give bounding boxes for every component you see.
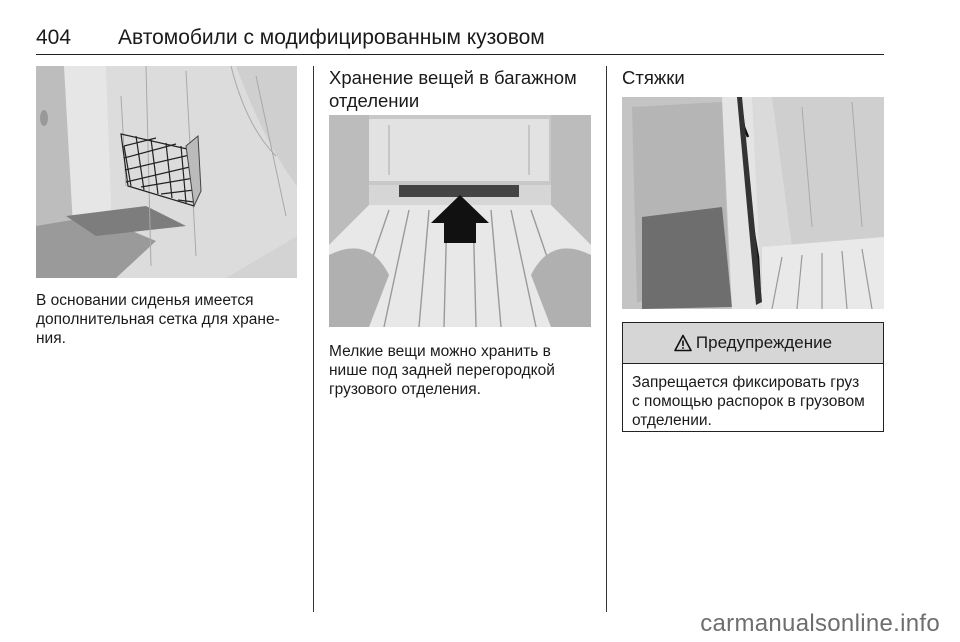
seat-base-storage-net-image bbox=[36, 66, 297, 278]
column-divider-2 bbox=[606, 66, 607, 612]
page-title: Автомобили с модифицированным кузовом bbox=[118, 26, 545, 49]
cargo-storage-heading: Хранение вещей в багажном отделении bbox=[329, 67, 577, 111]
warning-triangle-icon bbox=[674, 334, 692, 352]
warning-header bbox=[623, 323, 883, 364]
column-divider-1 bbox=[313, 66, 314, 612]
seat-net-paragraph: В основании сиденья имеется дополнительная сетка для хране- ния. bbox=[36, 292, 280, 347]
watermark: carmanualsonline.info bbox=[700, 610, 940, 637]
cargo-niche-paragraph: Мелкие вещи можно хранить в нише под задней перегородкой грузового отделения. bbox=[329, 343, 555, 398]
page-header bbox=[36, 24, 884, 55]
tie-rods-heading: Стяжки bbox=[622, 67, 685, 88]
cargo-floor-niche-image bbox=[329, 115, 591, 327]
cargo-tie-rods-image bbox=[622, 97, 884, 309]
warning-title: Предупреждение bbox=[695, 333, 833, 352]
warning-text: Запрещается фиксировать груз с помощью распорок в грузовом отделении. bbox=[632, 374, 865, 429]
warning-box bbox=[622, 322, 884, 432]
page-number: 404 bbox=[36, 26, 72, 49]
